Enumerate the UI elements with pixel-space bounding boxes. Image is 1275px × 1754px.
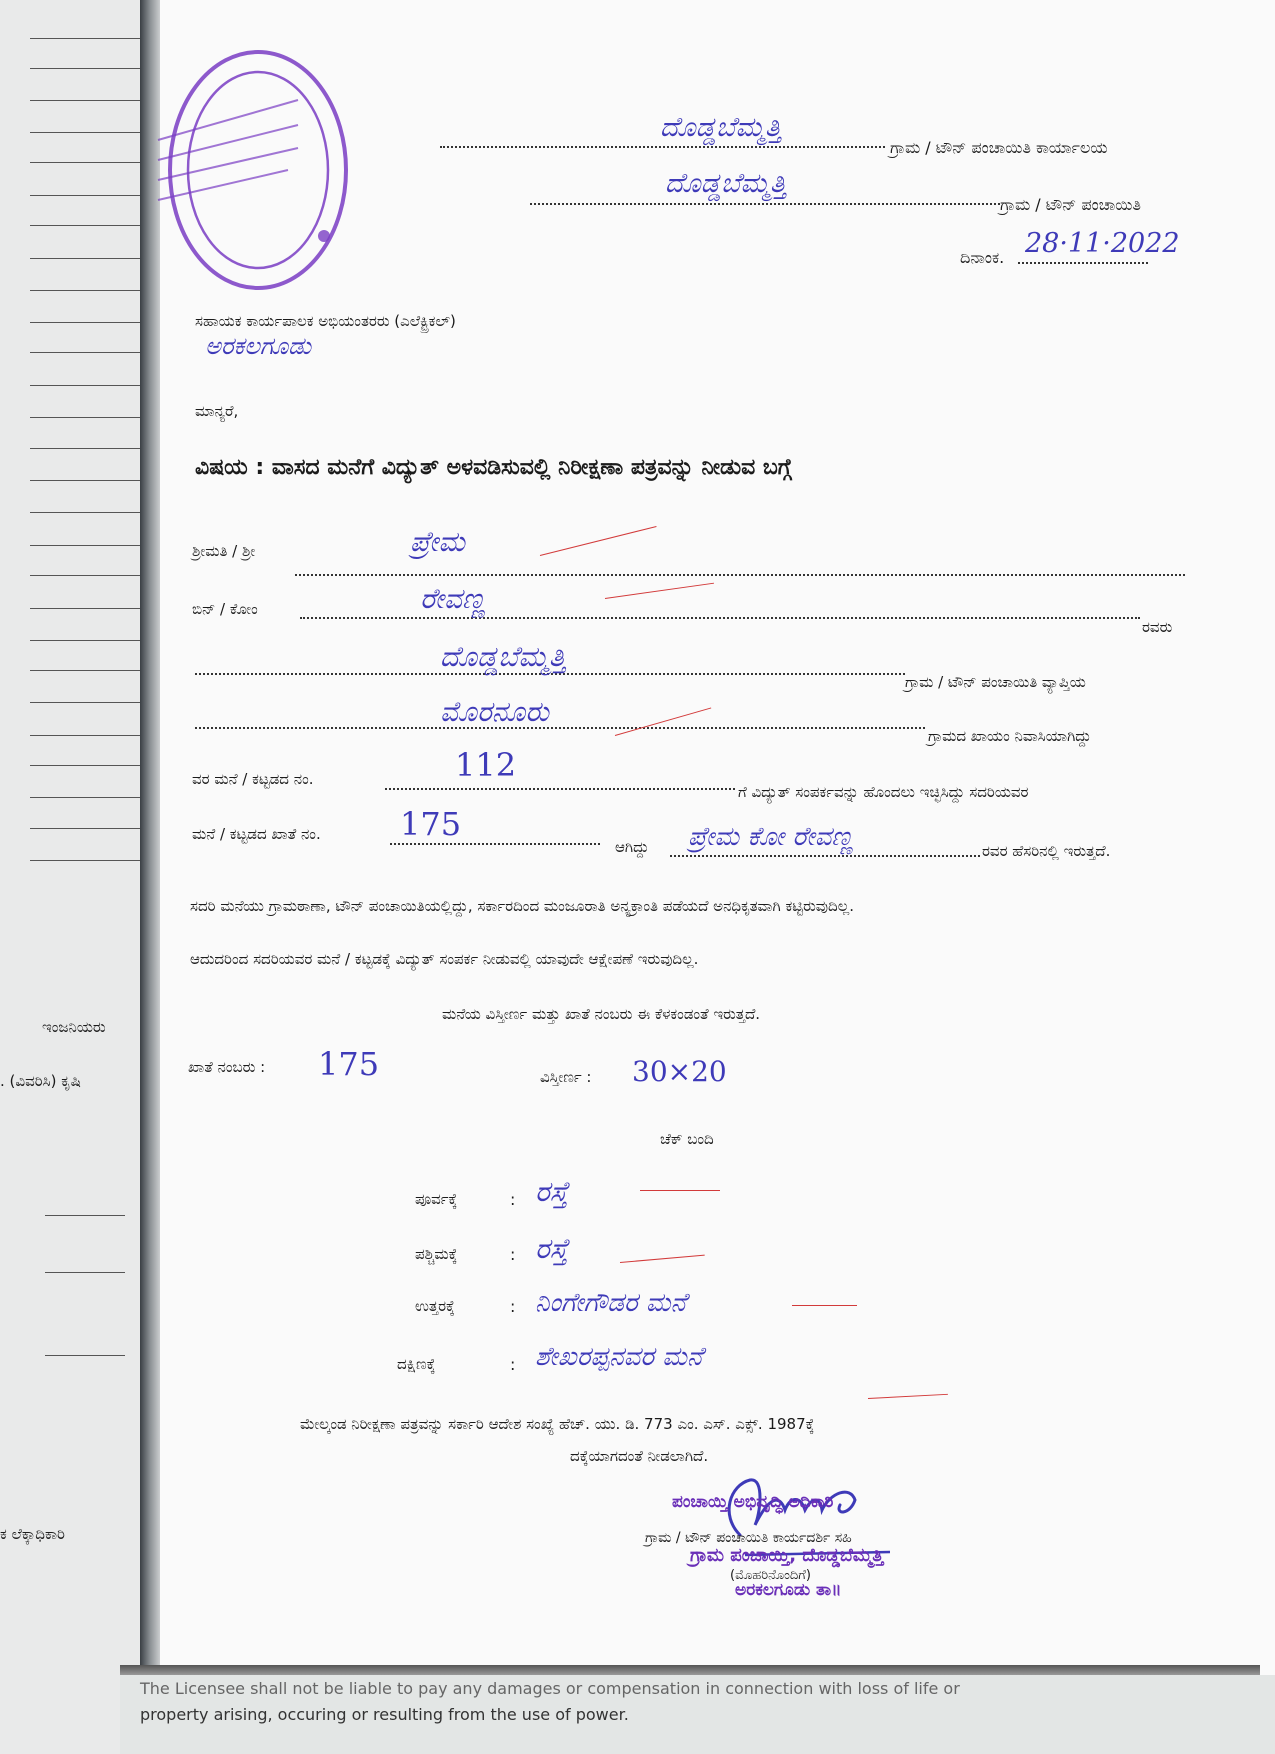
body-line: ಮನೆಯ ವಿಸ್ತೀರ್ಣ ಮತ್ತು ಖಾತೆ ನಂಬರು ಈ ಕೆಳಕಂಡಂತೆ ಇರುತ್ತದೆ.	[442, 1005, 761, 1023]
house-no-handwritten: 112	[455, 746, 517, 784]
ruled-line	[30, 385, 155, 386]
boundary-value-south: ಶೇಖರಪ್ಪನವರ ಮನೆ	[535, 1342, 703, 1372]
ravaru-label: ರವರು	[1142, 618, 1173, 636]
underlying-sheet-left	[0, 0, 160, 1754]
village-field-handwritten: ದೊಡ್ಡಬೆಮ್ಮತ್ತಿ	[440, 640, 566, 673]
khata-number-handwritten: 175	[318, 1045, 380, 1083]
ruled-line	[30, 640, 155, 641]
ruled-line	[30, 258, 155, 259]
bottom-sheet-line: property arising, occuring or resulting from the use of power.	[140, 1705, 629, 1724]
closing-line: ಮೇಲ್ಕಂಡ ನಿರೀಕ್ಷಣಾ ಪತ್ರವನ್ನು ಸರ್ಕಾರಿ ಆದೇಶ ಸಂಖ್ಯೆ ಹೆಚ್. ಯು. ಡಿ. 773 ಎಂ. ಎಸ್. ಎಕ್ಸ್. 1987ಕ್ಕೆ	[300, 1415, 815, 1433]
hamlet-handwritten: ಮೊರನೂರು	[440, 695, 549, 728]
stamp-line-panchayat: ಗ್ರಾಮ ಪಂಚಾಯ್ತಿ, ದೊಡ್ಡಬೆಮ್ಮತ್ತಿ	[690, 1545, 884, 1566]
hamlet-suffix: ಗ್ರಾಮದ ಖಾಯಂ ನಿವಾಸಿಯಾಗಿದ್ದು	[928, 727, 1092, 745]
boundary-label-west: ಪಶ್ಚಿಮಕ್ಕೆ	[415, 1245, 458, 1263]
boundary-label-south: ದಕ್ಷಿಣಕ್ಕೆ	[397, 1355, 436, 1373]
ruled-line	[30, 860, 155, 861]
date-handwritten: 28·11·2022	[1025, 228, 1180, 259]
ruled-line	[45, 1215, 125, 1216]
khata-label: ಮನೆ / ಕಟ್ಟಡದ ಖಾತೆ ನಂ.	[192, 825, 321, 843]
ruled-line	[30, 352, 155, 353]
ruled-line	[30, 322, 155, 323]
ruled-line	[30, 68, 155, 69]
boundary-colon: :	[510, 1297, 516, 1316]
ruled-line	[30, 225, 155, 226]
addressee-place-handwritten: ಅರಕಲಗೂಡು	[205, 332, 312, 360]
ruled-line	[30, 100, 155, 101]
stamp-line-pdo: ಪಂಚಾಯ್ತಿ ಅಭಿವೃದ್ಧಿ ಅಧಿಕಾರಿ	[672, 1492, 834, 1512]
khata-number-label: ಖಾತೆ ನಂಬರು :	[188, 1058, 266, 1076]
ruled-line	[30, 132, 155, 133]
name-label: ಶ್ರೀಮತಿ / ಶ್ರೀ	[192, 542, 256, 560]
khata-handwritten: 175	[400, 805, 462, 843]
ruled-line	[30, 765, 155, 766]
ruled-line	[30, 417, 155, 418]
boundary-label-north: ಉತ್ತರಕ್ಕೆ	[415, 1297, 455, 1315]
ruled-line	[30, 797, 155, 798]
boundary-value-north: ನಿಂಗೇಗೌಡರ ಮನೆ	[535, 1288, 687, 1318]
owner-suffix: ರವರ ಹೆಸರಿನಲ್ಲಿ ಇರುತ್ತದೆ.	[982, 842, 1111, 860]
red-tick	[640, 1190, 720, 1191]
secretary-signature-label: ಗ್ರಾಮ / ಟೌನ್ ಪಂಚಾಯಿತಿ ಕಾರ್ಯದರ್ಶಿ ಸಹಿ	[645, 1530, 852, 1546]
area-label: ವಿಸ್ತೀರ್ಣ :	[540, 1068, 592, 1086]
boundaries-title: ಚೆಕ್ ಬಂದಿ	[660, 1130, 714, 1148]
ruled-line	[30, 735, 155, 736]
closing-line: ದಕ್ಕೆಯಾಗದಂತೆ ನೀಡಲಾಗಿದೆ.	[570, 1447, 709, 1465]
ruled-line	[30, 575, 155, 576]
father-handwritten: ರೇವಣ್ಣ	[420, 582, 486, 615]
left-sheet-text: ಇಂಜನಿಯರು	[42, 1018, 106, 1036]
body-line: ಆದುದರಿಂದ ಸದರಿಯವರ ಮನೆ / ಕಟ್ಟಡಕ್ಕೆ ವಿದ್ಯುತ್ ಸಂಪರ್ಕ ನೀಡುವಲ್ಲಿ ಯಾವುದೇ ಆಕ್ಷೇಪಣೆ ಇರುವುದಿಲ್ಲ.	[190, 950, 699, 968]
red-tick	[792, 1305, 857, 1306]
signature-scribble	[650, 1455, 1010, 1595]
father-dotline	[300, 617, 1140, 619]
page-bottom-edge	[120, 1665, 1260, 1675]
boundary-colon: :	[510, 1245, 516, 1264]
ruled-line	[45, 1355, 125, 1356]
khata-dotline	[390, 843, 600, 845]
house-no-dotline	[385, 788, 735, 790]
boundary-value-east: ರಸ್ತೆ	[535, 1175, 569, 1208]
ruled-line	[30, 670, 155, 671]
father-label: ಬಿನ್ / ಕೋಂ	[192, 600, 258, 618]
ruled-line	[45, 1272, 125, 1273]
area-handwritten: 30×20	[632, 1055, 727, 1088]
subject-line: ವಿಷಯ : ವಾಸದ ಮನೆಗೆ ವಿದ್ಯುತ್ ಅಳವಡಿಸುವಲ್ಲಿ ನಿರೀಕ್ಷಣಾ ಪತ್ರವನ್ನು ನೀಡುವ ಬಗ್ಗೆ	[195, 455, 792, 480]
ruled-line	[30, 162, 155, 163]
ruled-line	[30, 290, 155, 291]
house-no-label: ವರ ಮನೆ / ಕಟ್ಟಡದ ನಂ.	[192, 770, 314, 788]
owner-handwritten: ಪ್ರೇಮ ಕೋ ರೇವಣ್ಣ	[688, 822, 854, 852]
panchayat-dotline	[530, 203, 1000, 205]
ruled-line	[30, 38, 155, 39]
left-sheet-text: ಕ ಲೆಕ್ಕಾಧಿಕಾರಿ	[0, 1525, 65, 1543]
hamlet-dotline	[195, 727, 925, 729]
stamp-line-taluk: ಅರಕಲಗೂಡು ತಾ॥	[735, 1580, 842, 1600]
ruled-line	[30, 480, 155, 481]
panchayat-handwritten: ದೊಡ್ಡಬೆಮ್ಮತ್ತಿ	[665, 168, 787, 199]
boundary-value-west: ರಸ್ತೆ	[535, 1232, 569, 1265]
ruled-line	[30, 828, 155, 829]
body-line: ಸದರಿ ಮನೆಯು ಗ್ರಾಮಠಾಣಾ, ಟೌನ್ ಪಂಚಾಯಿತಿಯಲ್ಲಿದ್ದು, ಸರ್ಕಾರದಿಂದ ಮಂಜೂರಾತಿ ಅನ್ಯಕ್ರಾಂತಿ ಪಡೆಯದೆ ಅನಧಿಕೃತವಾಗಿ ಕಟ್ಟಿರುವುದಿಲ್ಲ.	[190, 897, 854, 915]
ruled-line	[30, 545, 155, 546]
owner-dotline	[670, 855, 980, 857]
salutation: ಮಾನ್ಯರೆ,	[195, 402, 239, 420]
ruled-line	[30, 512, 155, 513]
ruled-line	[30, 195, 155, 196]
panchayat-label: ಗ್ರಾಮ / ಟೌನ್ ಪಂಚಾಯಿತಿ	[1000, 195, 1141, 214]
seal-note: (ಮೊಹರಿನೊಂದಿಗೆ)	[730, 1568, 811, 1583]
ruled-line	[30, 448, 155, 449]
village-field-suffix: ಗ್ರಾಮ / ಟೌನ್ ಪಂಚಾಯಿತಿ ವ್ಯಾಪ್ತಿಯ	[905, 673, 1086, 691]
date-dotline	[1018, 262, 1148, 264]
boundary-label-east: ಪೂರ್ವಕ್ಕೆ	[415, 1190, 458, 1208]
ruled-line	[30, 608, 155, 609]
name-dotline	[295, 574, 1185, 576]
date-label: ದಿನಾಂಕ.	[960, 248, 1005, 267]
aagiddu-label: ಆಗಿದ್ದು	[615, 838, 649, 856]
house-no-suffix: ಗೆ ವಿದ್ಯುತ್ ಸಂಪರ್ಕವನ್ನು ಹೊಂದಲು ಇಚ್ಛಿಸಿದ್ದು ಸದರಿಯವರ	[738, 783, 1029, 801]
village-handwritten: ದೊಡ್ಡಬೆಮ್ಮತ್ತಿ	[660, 112, 782, 143]
boundary-colon: :	[510, 1190, 516, 1209]
office-seal-stamp	[148, 30, 348, 290]
addressee-title: ಸಹಾಯಕ ಕಾರ್ಯಪಾಲಕ ಅಭಿಯಂತರರು (ಎಲೆಕ್ಟ್ರಿಕಲ್)	[195, 312, 456, 330]
office-label: ಗ್ರಾಮ / ಟೌನ್ ಪಂಚಾಯಿತಿ ಕಾರ್ಯಾಲಯ	[890, 138, 1108, 157]
name-handwritten: ಪ್ರೇಮ	[410, 525, 465, 558]
village-dotline	[440, 146, 885, 148]
left-sheet-text: . (ವಿವರಿಸಿ) ಕೃಷಿ	[0, 1072, 81, 1090]
boundary-colon: :	[510, 1355, 516, 1374]
ruled-line	[30, 702, 155, 703]
bottom-sheet-line: The Licensee shall not be liable to pay any damages or compensation in connection with loss of life or	[140, 1679, 960, 1698]
underlying-sheet-bottom	[120, 1675, 1275, 1754]
